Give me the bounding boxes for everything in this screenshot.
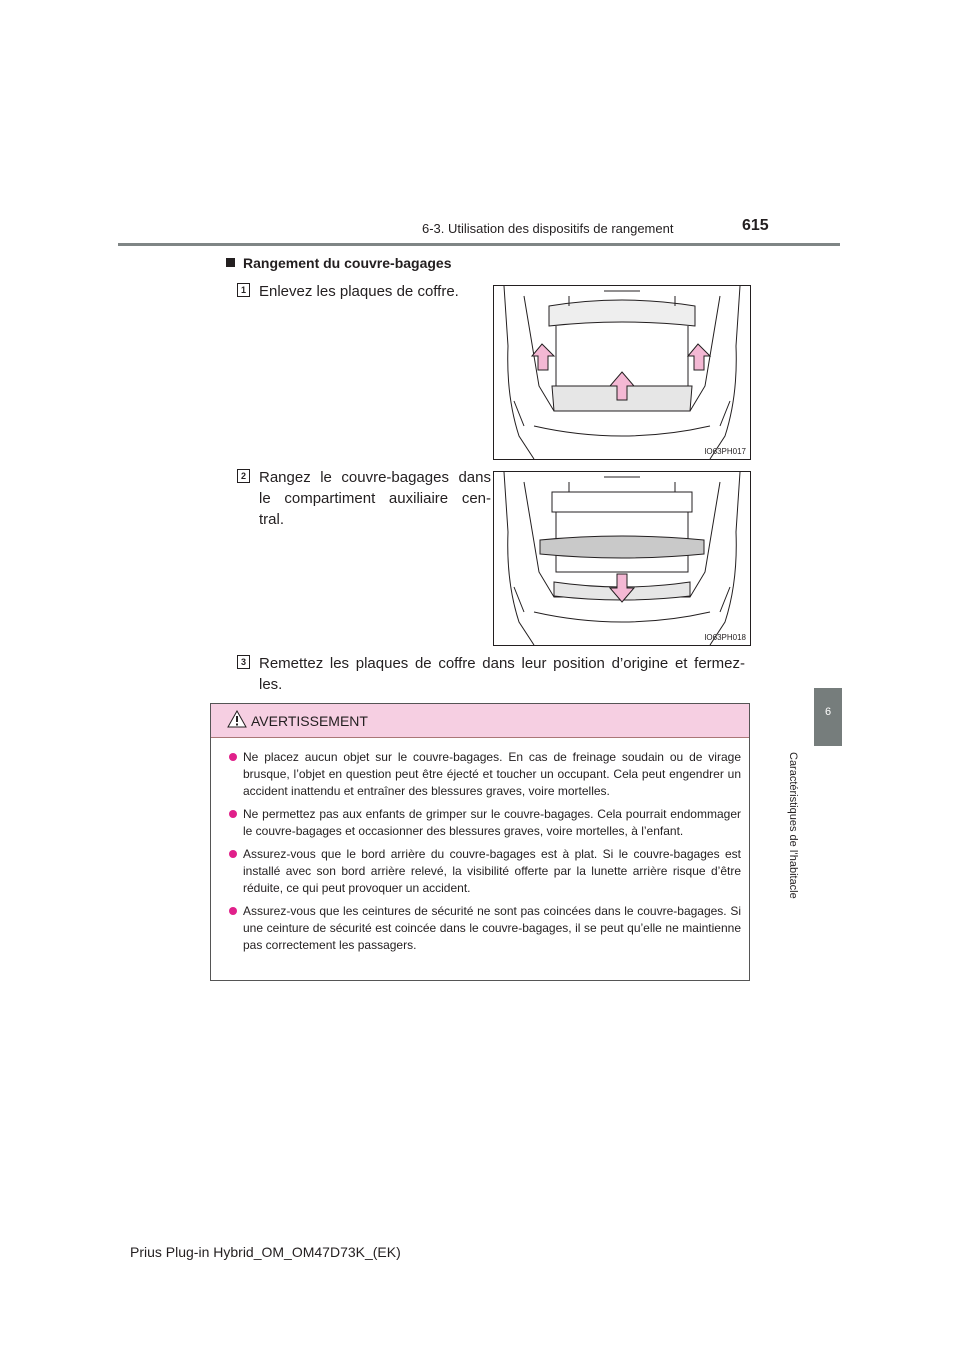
- warning-box: [210, 703, 750, 981]
- chapter-tab: [814, 688, 842, 746]
- bullet-dot-icon: [229, 810, 237, 818]
- figure-stow-tonneau-cover: [493, 471, 751, 646]
- section-title-text: Rangement du couvre-bagages: [243, 255, 452, 271]
- step-2-line: tral.: [259, 511, 285, 528]
- step-3-line: Remettez les plaques de coffre dans leur position d’origine et fermez-: [259, 655, 745, 672]
- step-2-line: le compartiment auxiliaire cen-: [259, 490, 491, 507]
- square-bullet-icon: [226, 258, 235, 267]
- trunk-illustration-1: [494, 286, 750, 459]
- warning-triangle-icon: [227, 710, 247, 728]
- figure-code: IO63PH017: [704, 447, 746, 456]
- step-number-1: 1: [237, 283, 250, 297]
- chapter-title: Caractéristiques de l’habitacle: [787, 752, 799, 899]
- section-title: [226, 255, 452, 271]
- warning-item: Ne permettez pas aux enfants de grimper sur le couvre-bagages. Cela pourrait endommager le couvre-bagages et occasionner des blessures graves, voire mortelles, à l’enfant.: [211, 806, 749, 840]
- step-number-3: 3: [237, 655, 250, 669]
- bullet-dot-icon: [229, 907, 237, 915]
- step-2-text: [259, 467, 491, 530]
- chapter-number: 6: [824, 706, 832, 718]
- warning-item: Assurez-vous que le bord arrière du couvre-bagages est à plat. Si le couvre-bagages est installé avec son bord arrière relevé, la visibilité offerte par la lunette arrière risque d’être réduite, ce qui peut provoquer un accident.: [211, 846, 749, 897]
- warning-item: Assurez-vous que les ceintures de sécurité ne sont pas coincées dans le couvre-bagages. Si une ceinture de sécurité est coincée dans le couvre-bagages, il se peut qu’elle ne maintienne pas correctement les passagers.: [211, 903, 749, 954]
- warning-title: AVERTISSEMENT: [251, 713, 368, 729]
- step-number-2: 2: [237, 469, 250, 483]
- page-number: 615: [742, 217, 769, 234]
- document-footer: Prius Plug-in Hybrid_OM_OM47D73K_(EK): [130, 1244, 401, 1260]
- figure-remove-deck-boards: [493, 285, 751, 460]
- warning-list: [211, 749, 749, 960]
- warning-item: Ne placez aucun objet sur le couvre-bagages. En cas de freinage soudain ou de virage brusque, l’objet en question peut être éjecté et toucher un occupant. Cela peut engendrer un accident inattendu et entraîner des blessures graves, voire mortelles.: [211, 749, 749, 800]
- header-divider: [118, 243, 840, 246]
- header-section-title: 6-3. Utilisation des dispositifs de rangement: [422, 221, 674, 236]
- warning-header: [211, 704, 749, 738]
- step-3-line: les.: [259, 676, 283, 693]
- figure-code: IO63PH018: [704, 633, 746, 642]
- bullet-dot-icon: [229, 850, 237, 858]
- step-2-line: Rangez le couvre-bagages dans: [259, 469, 491, 486]
- step-1-text: Enlevez les plaques de coffre.: [259, 283, 459, 300]
- step-3-text: [259, 653, 745, 695]
- trunk-illustration-2: [494, 472, 750, 645]
- bullet-dot-icon: [229, 753, 237, 761]
